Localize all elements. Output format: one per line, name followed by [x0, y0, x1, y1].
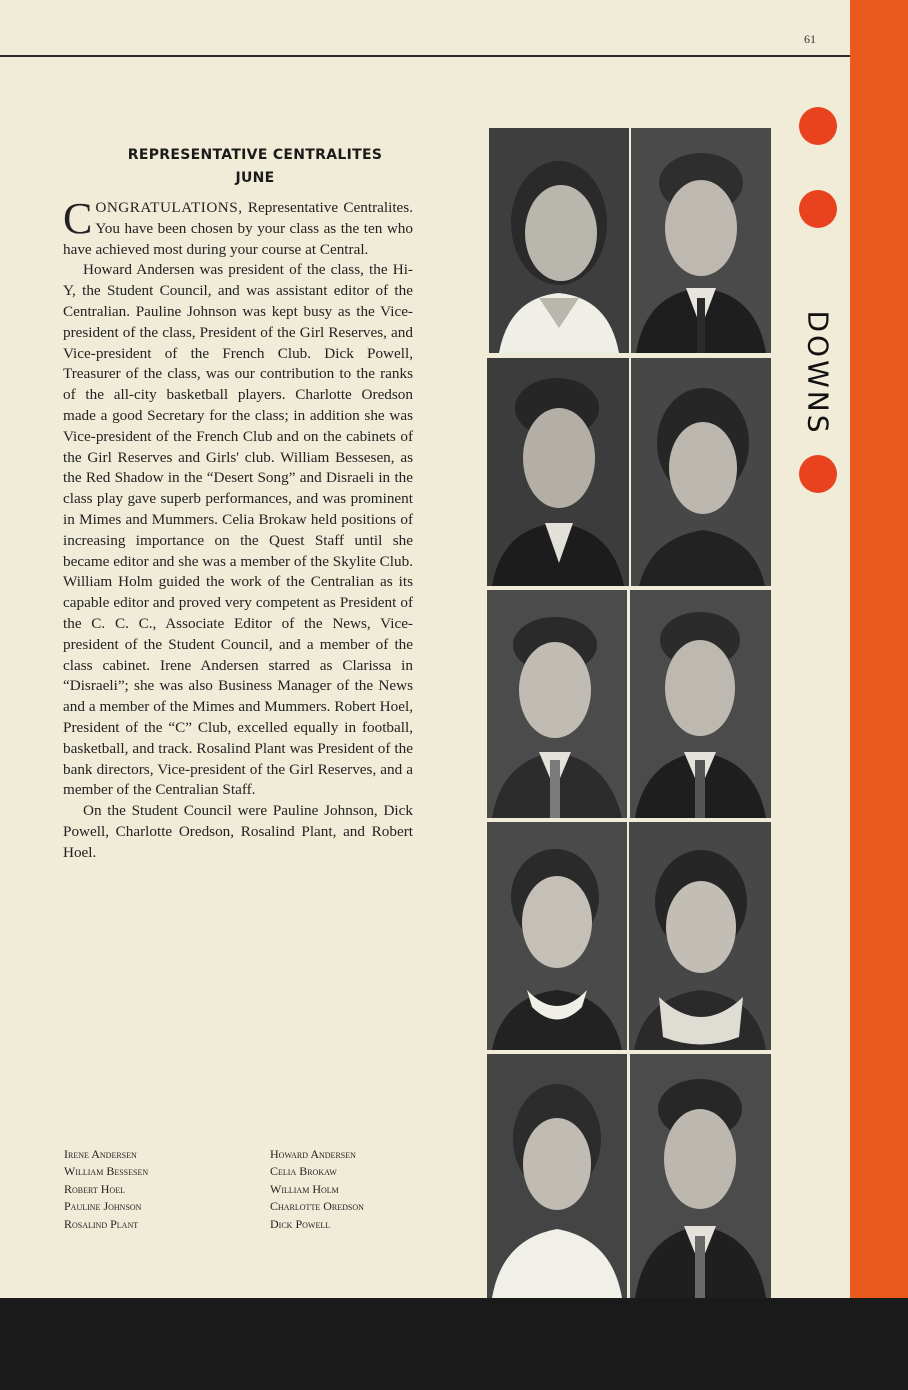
portrait-photo	[630, 590, 771, 818]
names-list-left	[64, 1146, 148, 1233]
portrait-grid	[487, 128, 772, 1298]
name-item: Dick Powell	[270, 1216, 331, 1231]
drop-cap: C	[63, 194, 93, 243]
portrait-photo	[631, 358, 771, 586]
portrait-photo	[631, 128, 771, 353]
header-rule	[0, 55, 850, 57]
paragraph-intro	[63, 194, 413, 260]
portrait-photo	[487, 822, 627, 1050]
name-item: Rosalind Plant	[64, 1216, 139, 1231]
section-subtitle: JUNE	[235, 170, 275, 186]
red-dot-decoration	[799, 107, 837, 145]
portrait-photo	[487, 590, 627, 818]
portrait-photo	[629, 822, 771, 1050]
vertical-label: DOWNS	[801, 310, 835, 436]
paragraph-council: On the Student Council were Pauline Johnson, Dick Powell, Charlotte Oredson, Rosalind Plant, and Robert Hoel.	[63, 802, 413, 861]
intro-text: Representative Centralites. You have been chosen by your class as the ten who have achieved most during your course at Central.	[63, 199, 413, 258]
portrait-photo	[630, 1054, 771, 1298]
name-item: Pauline Johnson	[64, 1199, 142, 1214]
name-item: Celia Brokaw	[270, 1164, 337, 1179]
first-word: ONGRATULATIONS,	[95, 199, 243, 216]
red-dot-decoration	[799, 190, 837, 228]
page-number: 61	[804, 32, 816, 46]
paragraph-achievements: Howard Andersen was president of the class, the Hi-Y, the Student Council, and was assistant editor of the Centralian. Pauline Johnson was kept busy as the Vice-president of the class, President of the Girl Reserves, and Vice-president of the French Club. Dick Powell, Treasurer of the class, was our contribution to the ranks of the all-city basketball players. Charlotte Oredson made a good Secretary for the class; in addition she was Vice-president of the French Club and on the cabinets of the Girl Reserves and Girls' club. William Bessesen, as the Red Shadow in the “Desert Song” and Disraeli in the class play gave superb performances, and was prominent in Mimes and Mummers. Celia Brokaw held positions of increasing importance on the Quest Staff until she became editor and she was a member of the Skylite Club. William Holm guided the work of the Centralian as its capable editor and proved very competent as President of the C. C. C., Associate Editor of the News, Vice-president of the Student Council, and a member of the class cabinet. Irene Andersen starred as Clarissa in “Disraeli”; she was also Business Manager of the News and a member of the Mimes and Mummers. Robert Hoel, President of the “C” Club, excelled equally in football, basketball, and track. Rosalind Plant was President of the bank directors, Vice-president of the Girl Reserves, and a member of the Centralian Staff.	[63, 261, 413, 799]
section-title: REPRESENTATIVE CENTRALITES	[127, 147, 383, 163]
names-list-right	[270, 1146, 364, 1233]
name-item: Robert Hoel	[64, 1181, 125, 1196]
portrait-photo	[489, 128, 629, 353]
name-item: Charlotte Oredson	[270, 1199, 364, 1214]
portrait-photo	[487, 358, 629, 586]
name-item: Howard Andersen	[270, 1147, 356, 1161]
name-item: William Holm	[270, 1181, 339, 1196]
side-color-bar	[850, 0, 908, 1298]
name-item: Irene Andersen	[64, 1147, 137, 1161]
portrait-photo	[487, 1054, 627, 1298]
article-body	[63, 194, 413, 864]
name-item: William Bessesen	[64, 1164, 149, 1179]
red-dot-decoration	[799, 455, 837, 493]
